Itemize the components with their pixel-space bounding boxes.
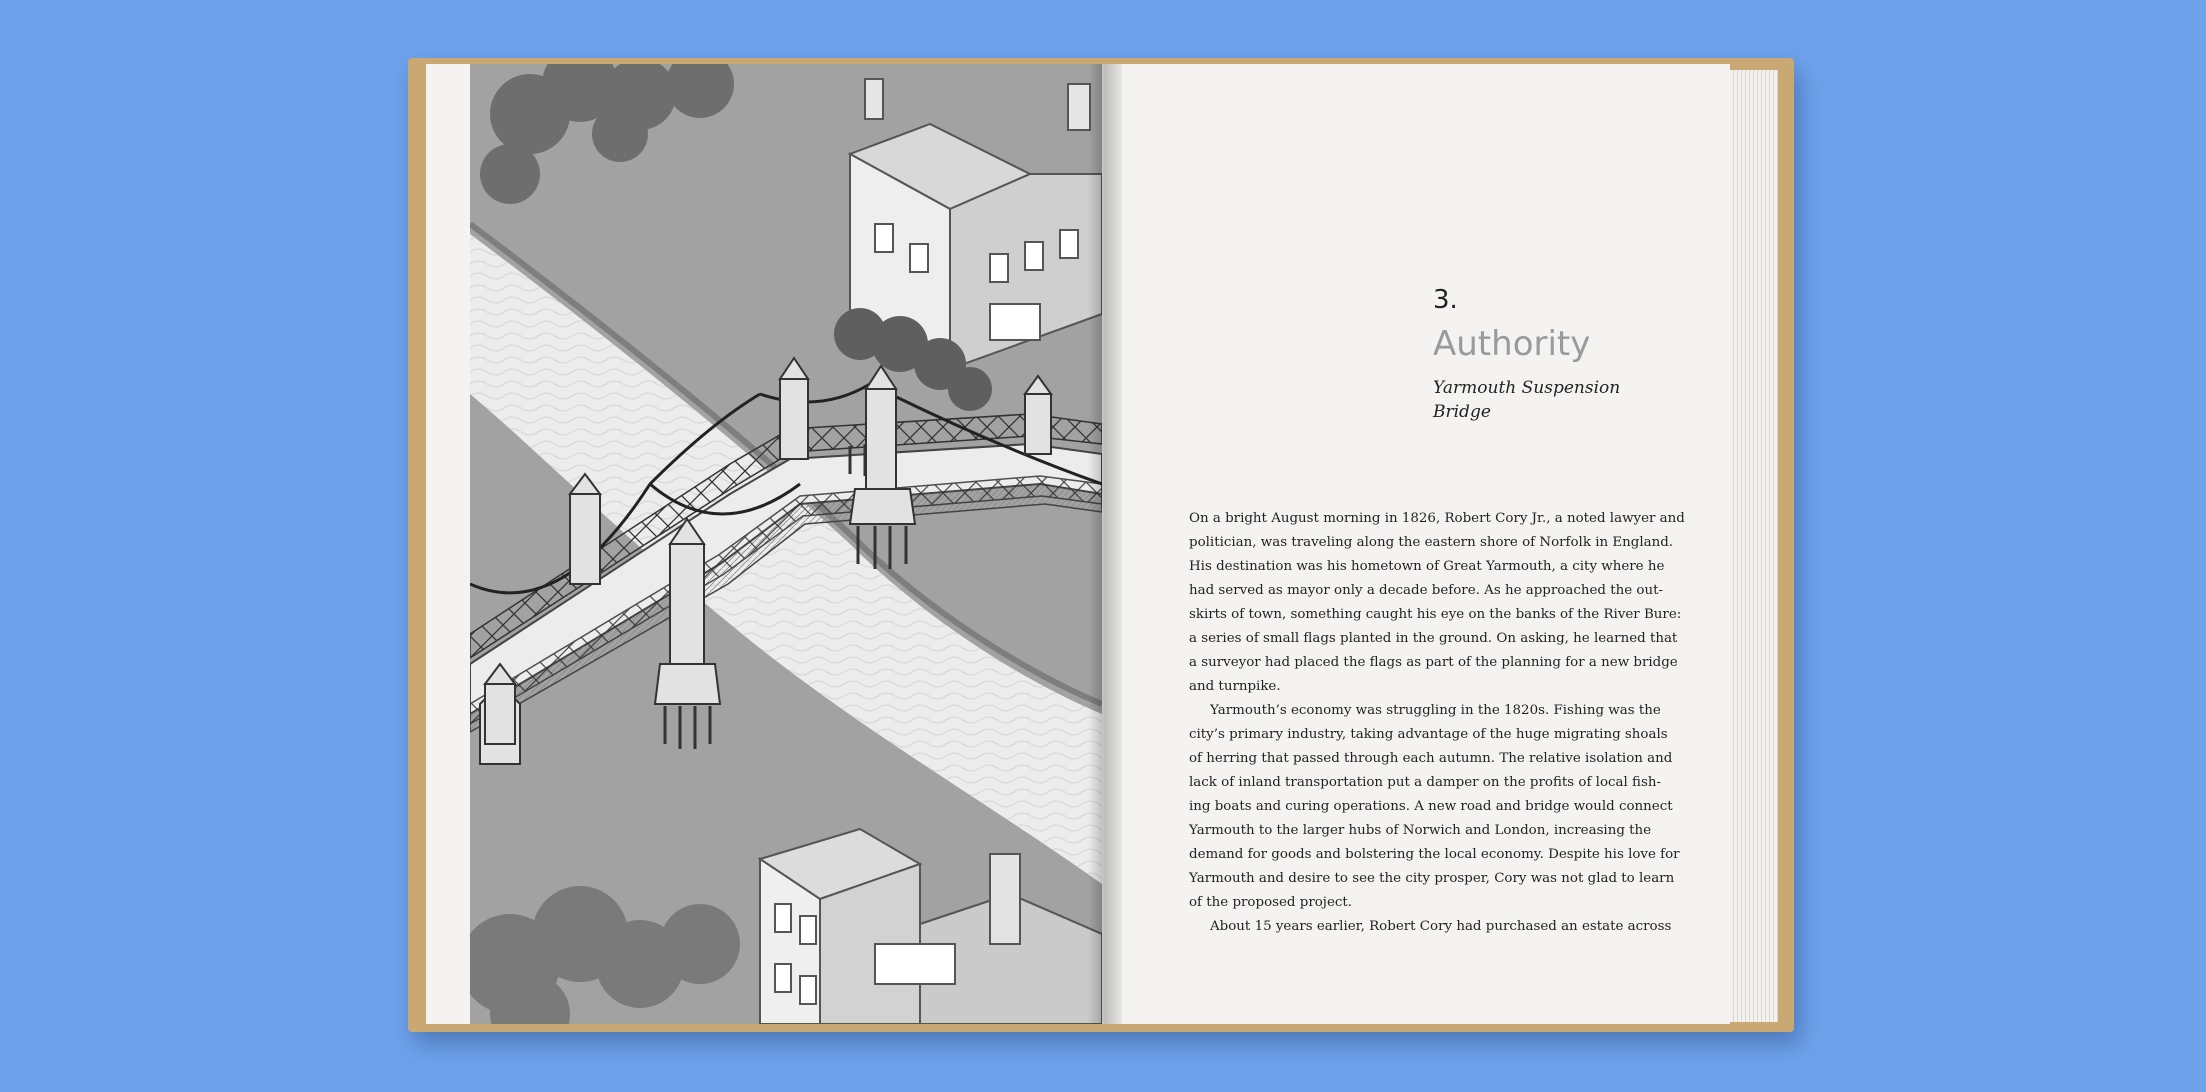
body-text-line: Yarmouth’s economy was struggling in the 1820s. Fishing was the <box>1210 703 1661 718</box>
chapter-subtitle <box>1433 376 1663 424</box>
bridge-illustration <box>470 64 1102 1024</box>
bridge-drawing <box>470 64 1102 1024</box>
body-text-line: a series of small flags planted in the ground. On asking, he learned that <box>1189 631 1678 646</box>
body-text-line: About 15 years earlier, Robert Cory had purchased an estate across <box>1210 919 1672 934</box>
body-text-line: a surveyor had placed the flags as part of the planning for a new bridge <box>1189 655 1678 670</box>
body-text-line: had served as mayor only a decade before. As he approached the out- <box>1189 583 1663 598</box>
body-text-line: Yarmouth and desire to see the city prosper, Cory was not glad to learn <box>1189 871 1675 886</box>
chapter-subtitle-line: Bridge <box>1433 402 1491 422</box>
body-text-line: On a bright August morning in 1826, Robert Cory Jr., a noted lawyer and <box>1189 511 1685 526</box>
body-text-line: ing boats and curing operations. A new road and bridge would connect <box>1189 799 1673 814</box>
page-edges <box>1730 70 1778 1022</box>
body-text-line: skirts of town, something caught his eye on the banks of the River Bure: <box>1189 607 1682 622</box>
body-text-line: His destination was his hometown of Great Yarmouth, a city where he <box>1189 559 1665 574</box>
chapter-subtitle-line: Yarmouth Suspension <box>1433 378 1621 398</box>
body-text-line: Yarmouth to the larger hubs of Norwich and London, increasing the <box>1189 823 1652 838</box>
body-text-line: of the proposed project. <box>1189 895 1353 910</box>
body-text-line: of herring that passed through each autumn. The relative isolation and <box>1189 751 1673 766</box>
body-text-line: politician, was traveling along the eastern shore of Norfolk in England. <box>1189 535 1674 550</box>
body-text-line: and turnpike. <box>1189 679 1281 694</box>
body-text-line: demand for goods and bolstering the local economy. Despite his love for <box>1189 847 1680 862</box>
chapter-title: Authority <box>1433 324 1591 364</box>
chapter-body-text <box>1189 507 1685 939</box>
body-text-line: lack of inland transportation put a damper on the profits of local fish- <box>1189 775 1661 790</box>
body-text-line: city’s primary industry, taking advantage of the huge migrating shoals <box>1189 727 1668 742</box>
chapter-number: 3. <box>1433 285 1458 315</box>
